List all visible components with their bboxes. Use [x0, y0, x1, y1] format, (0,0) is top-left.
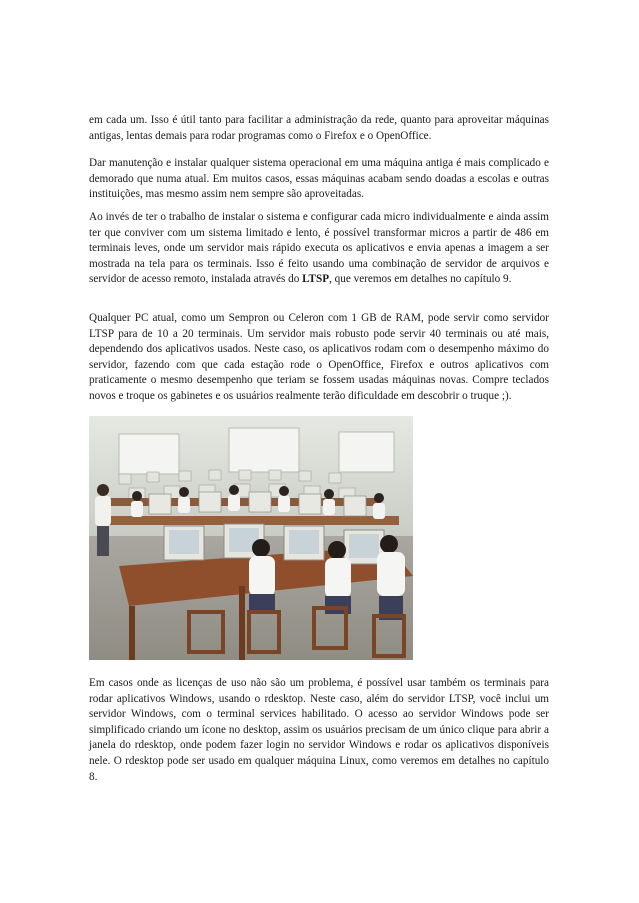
desk-leg: [129, 606, 135, 660]
person-head: [97, 484, 109, 496]
paragraph-3: [89, 210, 549, 288]
computer-lab-illustration: [89, 416, 413, 660]
paragraph-3-text-before: Ao invés de ter o trabalho de instalar o sistema e configurar cada micro individualmente e ainda assim ter que conviver com um sistema limitado e lento, é possível transformar micros a partir de 486 em terminais leves, onde um servidor mais rápido executa os aplicativos e envia apenas a imagem a ser mostrada na tela para os terminais. Isso é feito usando uma combinação de servidor de arquivos e servidor de acesso remoto, instalada através do: [89, 211, 549, 286]
window: [119, 434, 179, 474]
computer-lab-photo: [89, 416, 413, 660]
paragraph-4: Qualquer PC atual, como um Sempron ou Celeron com 1 GB de RAM, pode servir como servidor LTSP para de 10 a 20 terminais. Um servidor mais robusto pode servir 40 terminais ou até mais, dependendo dos aplicativos usados. Neste caso, os aplicativos rodam com o desempenho máximo do servidor, fazendo com que cada estação rode o OpenOffice, Firefox e outros aplicativos com praticamente o mesmo desempenho que teriam se fossem usadas máquinas novas. Compre teclados novos e troque os gabinetes e os usuários realmente terão dificuldade em descobrir o truque ;).: [89, 312, 549, 402]
ltsp-bold-term: LTSP: [302, 273, 330, 286]
paragraph-1: em cada um. Isso é útil tanto para facilitar a administração da rede, quanto para aproveitar máquinas antigas, lentas demais para rodar programas como o Firefox e o OpenOffice.: [89, 114, 549, 142]
window: [229, 428, 299, 472]
desk-leg: [239, 586, 245, 660]
person-legs: [97, 526, 109, 556]
window: [339, 432, 394, 472]
person-body: [95, 496, 111, 526]
paragraph-3-text-after: , que veremos em detalhes no capítulo 9.: [329, 273, 512, 286]
paragraph-2: Dar manutenção e instalar qualquer sistema operacional em uma máquina antiga é mais complicado e demorado que numa atual. Em muitos casos, essas máquinas acabam sendo doadas a escolas e outras instituições, mas mesmo assim nem sempre são aproveitadas.: [89, 157, 549, 201]
paragraph-5: Em casos onde as licenças de uso não são um problema, é possível usar também os terminais para rodar aplicativos Windows, usando o rdesktop. Neste caso, além do servidor LTSP, você inclui um servidor Windows, com o terminal services habilitado. O acesso ao servidor Windows pode ser simplificado criando um ícone no desktop, assim os usuários precisam de um único clique para abrir a janela do rdesktop, onde podem fazer login no servidor Windows e rodar os aplicativos disponíveis nele. O rdesktop pode ser usado em qualquer máquina Linux, como veremos em detalhes no capítulo 8.: [89, 677, 549, 783]
